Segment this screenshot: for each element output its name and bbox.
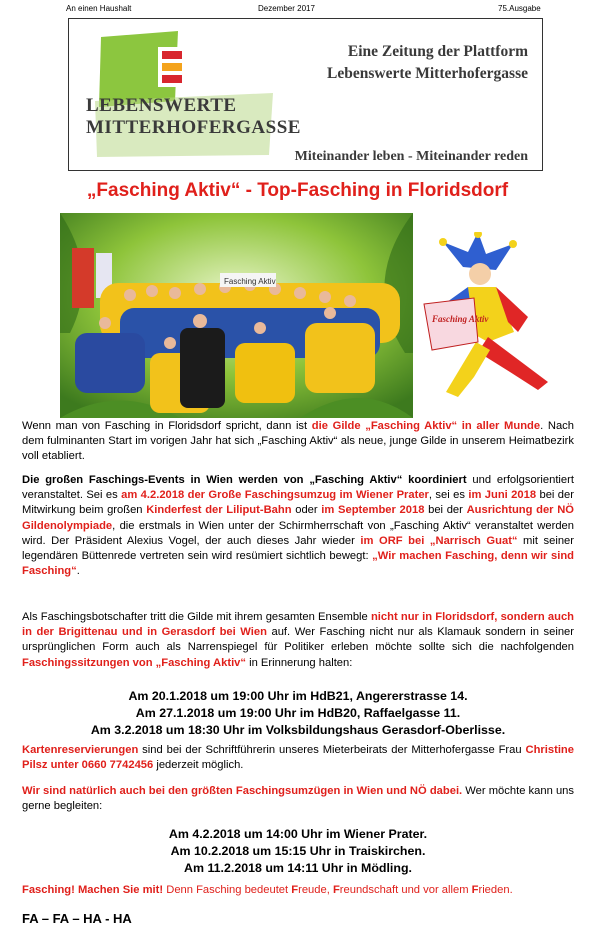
masthead-tagline-1: Eine Zeitung der Plattform bbox=[347, 43, 528, 60]
closing-text-b: Denn Fasching bedeutet bbox=[163, 884, 292, 896]
p1-text-a: Wenn man von Fasching in Floridsdorf spricht, dann ist bbox=[22, 420, 312, 432]
paragraph-intro bbox=[22, 419, 574, 465]
issue-date: Dezember 2017 bbox=[258, 4, 315, 13]
session-item: Am 3.2.2018 um 18:30 Uhr im Volksbildungshaus Gerasdorf-Oberlisse. bbox=[90, 723, 506, 737]
parade-item: Am 11.2.2018 um 14:11 Uhr in Mödling. bbox=[184, 861, 412, 875]
photo-banner-text: Fasching Aktiv bbox=[224, 277, 276, 286]
p2-highlight-september: im September 2018 bbox=[321, 504, 425, 517]
p4-highlight-contact: Christine Pilsz unter 0660 7742456 bbox=[22, 744, 574, 772]
p1-highlight: die Gilde „Fasching Aktiv“ in aller Munde bbox=[311, 420, 541, 432]
p1-text-c: . Nach dem fulminanten Start im vorigen Jahr hat sich „Fasching Aktiv“ als neue, junge Gilde in unserem Heimatbezirk voll etabliert. bbox=[22, 420, 574, 463]
p3-highlight-locations: nicht nur in Floridsdorf, sondern auch in der Brigittenau und in Gerasdorf bei Wien bbox=[22, 611, 575, 639]
closing-highlight: Fasching! Machen Sie mit! bbox=[22, 884, 164, 896]
closing-line bbox=[22, 883, 574, 898]
distribution-label: An einen Haushalt bbox=[66, 4, 132, 13]
p2-text-f: bei der Mitwirkung beim großen bbox=[22, 489, 574, 517]
p2-text-p: . bbox=[76, 565, 80, 578]
session-item: Am 20.1.2018 um 19:00 Uhr im HdB21, Angererstrasse 14. bbox=[128, 689, 468, 703]
masthead-tagline-2: Lebenswerte Mitterhofergasse bbox=[327, 65, 528, 82]
closing-text-h: rieden. bbox=[478, 884, 513, 896]
p2-text-a: Die großen Faschings-Events in Wien werden von „Fasching Aktiv“ koordiniert bbox=[22, 474, 467, 486]
p2-text-d: , sei es bbox=[428, 489, 469, 502]
p2-text-n: mit seiner legendären Büttenrede vertreten sein wird resümiert sichtlich bewegt: bbox=[22, 534, 574, 563]
closing-text-f: reundschaft und vor allem bbox=[339, 884, 472, 896]
logo-text-line1: LEBENSWERTE bbox=[86, 95, 237, 116]
p2-highlight-quote: „Wir machen Fasching, denn wir sind Fasching“ bbox=[22, 550, 574, 578]
closing-letter-f2: F bbox=[332, 884, 340, 896]
paragraph-events bbox=[22, 473, 574, 579]
masthead-motto: Miteinander leben - Miteinander reden bbox=[294, 149, 528, 164]
session-item: Am 27.1.2018 um 19:00 Uhr im HdB20, Raffaelgasse 11. bbox=[135, 706, 461, 720]
closing-letter-f3: F bbox=[471, 884, 479, 896]
p2-highlight-prater: am 4.2.2018 der Große Faschingsumzug im Wiener Prater bbox=[121, 489, 429, 502]
parade-item: Am 10.2.2018 um 15:15 Uhr in Traiskirchen. bbox=[170, 844, 426, 858]
closing-text-d: reude, bbox=[298, 884, 333, 896]
p4-text-d: jederzeit möglich. bbox=[153, 759, 244, 772]
sessions-list bbox=[22, 688, 574, 739]
paragraph-tickets bbox=[22, 743, 574, 773]
jester-banner-text: Fasching Aktiv bbox=[432, 314, 489, 324]
masthead bbox=[68, 18, 543, 171]
parade-item: Am 4.2.2018 um 14:00 Uhr im Wiener Prater. bbox=[168, 827, 428, 841]
p3-text-e: in Erinnerung halten: bbox=[246, 656, 353, 669]
logo-text-line2: MITTERHOFERGASSE bbox=[86, 117, 301, 138]
p2-text-b: und erfolgsorientiert veranstaltet. Sei es bbox=[22, 474, 574, 502]
p2-highlight-olympiade: Ausrichtung der NÖ Gildenolympiade bbox=[22, 504, 574, 532]
issue-number: 75.Ausgabe bbox=[498, 4, 541, 13]
parades-list bbox=[22, 826, 574, 877]
newspaper-logo bbox=[83, 29, 283, 159]
closing-letter-f1: F bbox=[291, 884, 299, 896]
p3-text-c: auf. Wer Fasching nicht nur als Klamauk sondern in seiner ursprünglichen Form auch als Narrenspiegel für Politiker erleben möchte sollte sich die nachfolgenden bbox=[22, 626, 574, 654]
p3-text-a: Als Faschingsbotschafter tritt die Gilde mit ihrem gesamten Ensemble bbox=[22, 611, 371, 623]
p5-text-b: Wer möchte kann uns gerne begleiten: bbox=[22, 785, 574, 813]
p5-highlight: Wir sind natürlich auch bei den größten Faschingsumzügen in Wien und NÖ dabei. bbox=[22, 785, 463, 797]
issue-header bbox=[0, 4, 595, 16]
paragraph-ambassadors bbox=[22, 610, 574, 671]
p4-text-b: sind bei der Schriftführerin unseres Mieterbeirats der Mitterhofergasse Frau bbox=[138, 744, 526, 756]
p2-text-j: bei der bbox=[424, 504, 467, 517]
p2-text-l: , die erstmals in Wien unter der Schirmherrschaft von „Fasching Aktiv“ veranstaltet werden wird. Der Präsident Alexius Vogel, der auch dieses Jahr wieder bbox=[22, 519, 574, 547]
p2-highlight-orf: im ORF bei „Narrisch Guat“ bbox=[360, 534, 518, 547]
footer-chant: FA – FA – HA - HA bbox=[22, 911, 132, 926]
p2-highlight-june: im Juni 2018 bbox=[468, 489, 537, 502]
paragraph-parades bbox=[22, 784, 574, 814]
p4-highlight-reservations: Kartenreservierungen bbox=[22, 744, 139, 756]
p2-text-h: oder bbox=[291, 504, 322, 517]
group-photo bbox=[60, 213, 413, 418]
article-headline: „Fasching Aktiv“ - Top-Fasching in Floridsdorf bbox=[86, 180, 509, 201]
p2-highlight-liliput: Kinderfest der Liliput-Bahn bbox=[146, 504, 292, 517]
p3-highlight-sessions: Faschingssitzungen von „Fasching Aktiv“ bbox=[22, 656, 246, 669]
jester-illustration bbox=[418, 232, 558, 402]
